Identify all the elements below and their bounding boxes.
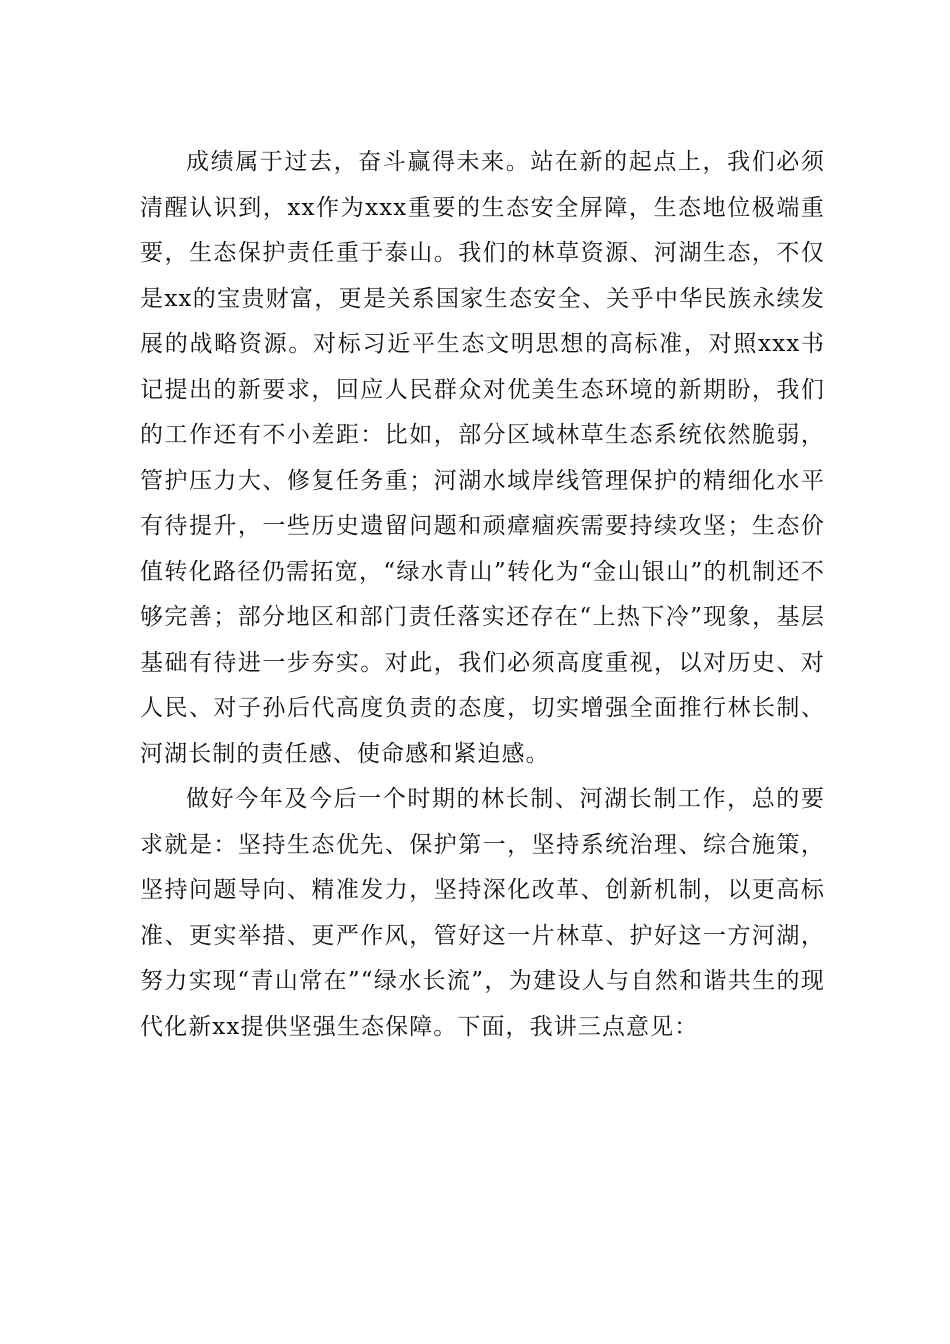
document-body (140, 140, 825, 1050)
paragraph-1: 成绩属于过去，奋斗赢得未来。站在新的起点上，我们必须清醒认识到，xx作为xxx重要的生态安全屏障，生态地位极端重要，生态保护责任重于泰山。我们的林草资源、河湖生态，不仅是xx的宝贵财富，更是关系国家生态安全、关乎中华民族永续发展的战略资源。对标习近平生态文明思想的高标准，对照xxx书记提出的新要求，回应人民群众对优美生态环境的新期盼，我们的工作还有不小差距：比如，部分区域林草生态系统依然脆弱，管护压力大、修复任务重；河湖水域岸线管理保护的精细化水平有待提升，一些历史遗留问题和顽瘴痼疾需要持续攻坚；生态价值转化路径仍需拓宽，“绿水青山”转化为“金山银山”的机制还不够完善；部分地区和部门责任落实还存在“上热下冷”现象，基层基础有待进一步夯实。对此，我们必须高度重视，以对历史、对人民、对子孙后代高度负责的态度，切实增强全面推行林长制、河湖长制的责任感、使命感和紧迫感。 (140, 149, 825, 767)
paragraph-2: 做好今年及今后一个时期的林长制、河湖长制工作，总的要求就是：坚持生态优先、保护第一，坚持系统治理、综合施策，坚持问题导向、精准发力，坚持深化改革、创新机制，以更高标准、更实举措、更严作风，管好这一片林草、护好这一方河湖，努力实现“青山常在”“绿水长流”，为建设人与自然和谐共生的现代化新xx提供坚强生态保障。下面，我讲三点意见： (140, 786, 825, 1040)
